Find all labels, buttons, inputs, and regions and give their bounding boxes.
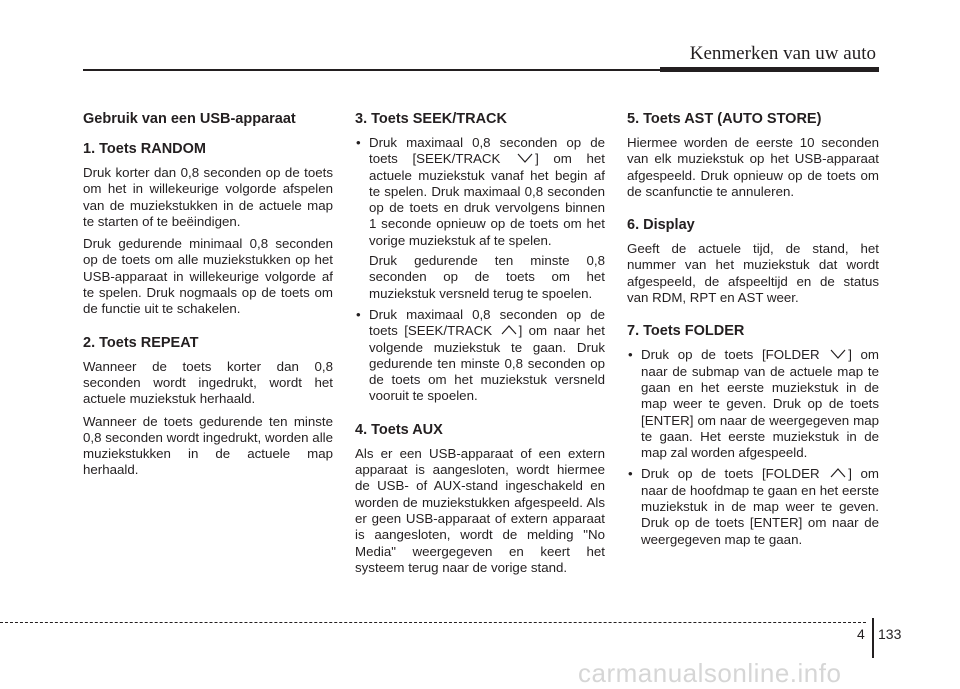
- page-number: 133: [878, 626, 902, 642]
- folder-down-text-start: Druk op de toets [FOLDER: [641, 347, 820, 363]
- repeat-title: 2. Toets REPEAT: [83, 334, 199, 351]
- chapter-number: 4: [857, 626, 865, 642]
- random-paragraph-2: Druk gedurende minimaal 0,8 seconden op de toets om alle muziekstukken op het USB-apparaat in willekeurige volgorde af te spelen. Druk nogmaals op de toets om de functie uit te schakelen.: [83, 236, 333, 317]
- bullet: •: [628, 347, 633, 363]
- seek-down-text-end: ] om het actuele muziekstuk vanaf het begin af te spelen. Druk maximaal 0,8 seconden op de toets en druk vervolgens binnen 1 seconde opnieuw op de toets om het vorige muziekstuk af te spelen.: [369, 151, 605, 248]
- seek-down-text-start: Druk maximaal 0,8 seconden op de toets [SEEK/TRACK: [369, 135, 605, 167]
- footer-rule: [0, 622, 866, 623]
- bullet: •: [628, 466, 633, 482]
- column-3: [627, 110, 879, 554]
- seek-up-text-end: ] om naar het volgende muziekstuk te gaan. Druk gedurende ten minste 0,8 seconden op de toets om het muziekstuk versneld vooruit te spoelen.: [369, 323, 605, 404]
- random-title: 1. Toets RANDOM: [83, 141, 206, 157]
- repeat-paragraph-1: Wanneer de toets korter dan 0,8 seconden wordt ingedrukt, wordt het actuele muziekstuk herhaald.: [83, 358, 333, 407]
- chevron-down-icon: [515, 152, 535, 164]
- list-item: [627, 466, 879, 547]
- random-paragraph-1: Druk korter dan 0,8 seconden op de toets om het in willekeurige volgorde afspelen van de muziekstukken in de actuele map te starten of te beëindigen.: [83, 165, 333, 229]
- chevron-up-icon: [499, 324, 519, 336]
- seek-up-text-start: Druk maximaal 0,8 seconden op de toets [SEEK/TRACK: [369, 306, 605, 339]
- seek-down-subtext: Druk gedurende ten minste 0,8 seconden op de toets om het muziekstuk versneld terug te spoelen.: [369, 253, 605, 301]
- folder-up-text-end: ] om naar de hoofdmap te gaan en het eerste muziekstuk in de map weer te geven. Druk op de toets [ENTER] om naar de weergegeven map te gaan.: [641, 466, 879, 547]
- watermark: carmanualsonline.info: [578, 658, 842, 688]
- section-header-title: Kenmerken van uw auto: [689, 43, 876, 64]
- column-2: [355, 110, 605, 582]
- folder-up-text-start: Druk op de toets [FOLDER: [641, 466, 820, 482]
- aux-paragraph: Als er een USB-apparaat of een extern apparaat is aangesloten, wordt hiermee de USB- of AUX-stand ingeschakeld en worden de muziekstukken afgespeeld. Als er geen USB-apparaat of extern apparaat is aangesloten, wordt de melding "No Media" weergegeven en keert het systeem terug naar de vorige stand.: [355, 445, 605, 575]
- repeat-paragraph-2: Wanneer de toets gedurende ten minste 0,8 seconden wordt ingedrukt, worden alle muziekstukken in de actuele map herhaald.: [83, 413, 333, 478]
- bullet: •: [356, 135, 361, 150]
- page-number-divider: [872, 618, 874, 658]
- seek-track-title: 3. Toets SEEK/TRACK: [355, 111, 508, 127]
- folder-down-text-end: ] om naar de submap van de actuele map te gaan en het eerste muziekstuk in de map weer te geven. Druk op de toets [ENTER] om naar de weergegeven map te gaan. Het eerste muziekstuk in de map zal worden afgespeeld.: [641, 347, 879, 461]
- chevron-up-icon: [828, 467, 848, 479]
- seek-track-list: [355, 135, 605, 405]
- ast-title: 5. Toets AST (AUTO STORE): [627, 111, 822, 127]
- display-paragraph: Geeft de actuele tijd, de stand, het nummer van het muziekstuk dat wordt afgespeeld, de afspeeltijd en de status van RDM, RPT en AST weer.: [627, 241, 879, 306]
- usb-heading: Gebruik van een USB-apparaat: [83, 111, 296, 127]
- list-item: [355, 307, 605, 405]
- aux-title: 4. Toets AUX: [355, 421, 443, 438]
- folder-title: 7. Toets FOLDER: [627, 323, 745, 340]
- folder-list: [627, 347, 879, 548]
- display-title: 6. Display: [627, 217, 695, 234]
- header-rule-accent: [660, 67, 879, 72]
- column-1: [83, 110, 333, 485]
- list-item: [355, 135, 605, 302]
- bullet: •: [356, 306, 361, 322]
- list-item: [627, 347, 879, 461]
- chevron-down-icon: [828, 348, 848, 360]
- ast-paragraph: Hiermee worden de eerste 10 seconden van elk muziekstuk op het USB-apparaat afgespeeld. Druk opnieuw op de toets om de scanfunctie te annuleren.: [627, 135, 879, 199]
